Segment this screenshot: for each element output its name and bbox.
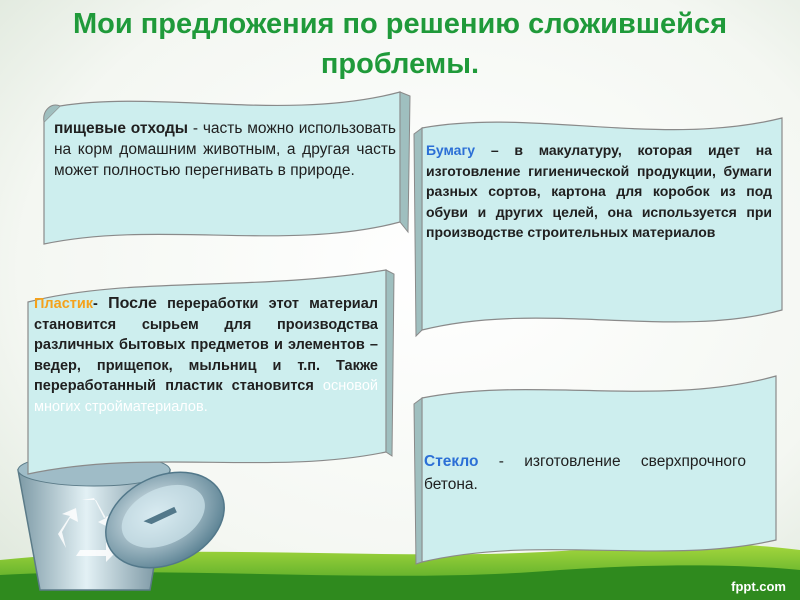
glass-body: - изготовление сверхпрочного бетона. (424, 453, 746, 493)
glass-text (424, 450, 746, 496)
food-waste-lead: пищевые отходы (54, 120, 189, 137)
paper-text (426, 140, 772, 243)
food-waste-text (54, 118, 396, 181)
plastic-body: переработки этот материал становится сырьем для производства различных бытовых предметов и элементов – ведер, прищепок, мыльниц и т.п. Также переработанный пластик становится (34, 296, 378, 394)
glass-banner (412, 368, 790, 568)
page-title: Мои предложения по решению сложившейся проблемы. (72, 8, 727, 80)
plastic-lead: Пластик (34, 296, 94, 312)
plastic-text (34, 294, 378, 417)
plastic-tail: основой многих стройматериалов. (34, 378, 378, 415)
food-waste-banner (38, 82, 413, 254)
glass-lead: Стекло (424, 453, 479, 470)
paper-banner (412, 104, 790, 340)
paper-lead: Бумагу (426, 142, 476, 158)
food-waste-body: - часть можно использовать на корм домашним животным, а другая часть может полностью перегнивать в природе. (54, 120, 396, 179)
fppt-logo: fppt.com (731, 579, 786, 594)
plastic-dash: - (93, 296, 109, 312)
plastic-banner (20, 262, 396, 480)
plastic-word: После (108, 295, 157, 312)
paper-body: – в макулатуру, которая идет на изготовление гигиенической продукции, бумаги разных сортов, картона для коробок из под обуви и других целей, она используется при производстве строительных материалов (426, 142, 772, 240)
